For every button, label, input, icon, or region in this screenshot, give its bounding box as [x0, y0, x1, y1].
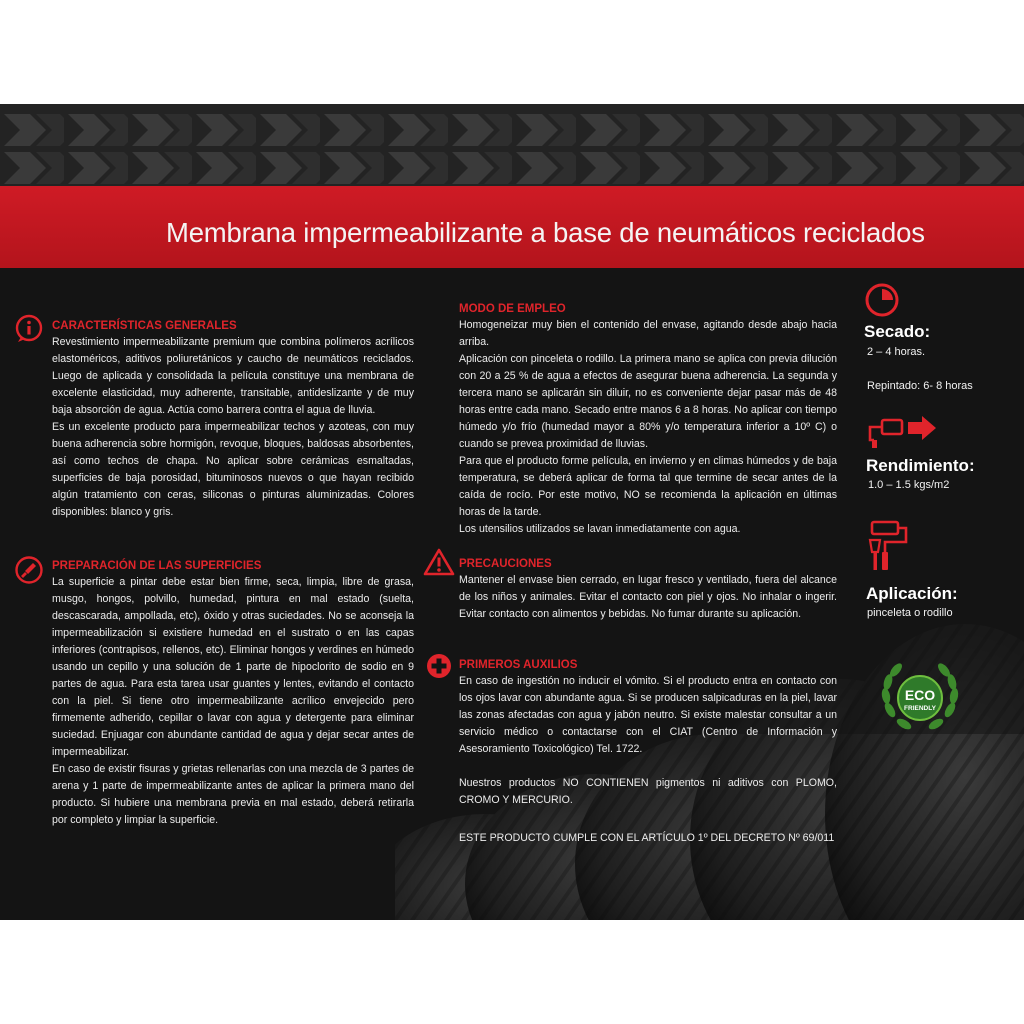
- paragraph: Para que el producto forme película, en invierno y en climas húmedos y de baja temperatura, se deberá aplicar de forma tal que termine de secar antes de la caída de rocío. Por este motivo, NO se recomienda la aplicación en últimas horas de la tarde.: [459, 455, 837, 518]
- section-modo-empleo: [459, 303, 837, 538]
- paragraph: Revestimiento impermeabilizante premium que combina polímeros acrílicos elastoméricos, aditivos poliuretánicos y caucho de neumáticos reciclados. Luego de aplicada y consolidada la película constituye una membrana de excelente elasticidad, muy adherente, transitable, antideslizante y de muy baja absorción de agua. Actúa como barrera contra el agua de lluvia.: [52, 336, 414, 416]
- spec-extra: Repintado: 6- 8 horas: [867, 380, 973, 392]
- section-body: [459, 673, 837, 809]
- timer-icon: [864, 282, 900, 318]
- spec-secado: [864, 322, 973, 393]
- spec-value: pinceleta o rodillo: [867, 607, 953, 619]
- spec-heading: Secado:: [864, 322, 931, 341]
- paragraph: Es un excelente producto para impermeabilizar techos y azoteas, con muy buena adherencia sobre hormigón, revoque, bloques, baldosas absorbentes, así como techos de chapa. No aplicar sobre cerámicas esmaltadas, superficies de baja porosidad, bituminosos nuevos o que hayan recibido algún tratamiento con ceras, siliconas o pinturas aluminizadas. Colores disponibles: blanco y gris.: [52, 421, 414, 518]
- spec-heading: Rendimiento:: [866, 456, 975, 475]
- first-aid-icon: [426, 653, 452, 679]
- paragraph: Nuestros productos NO CONTIENEN pigmentos ni aditivos con PLOMO, CROMO Y MERCURIO.: [459, 777, 837, 806]
- paragraph: En caso de existir fisuras y grietas rellenarlas con una mezcla de 3 partes de arena y 1 parte de impermeabilizante antes de aplicar la primera mano del producto. Si hubiere una membrana previa en mal estado, deberá retirarla por completo y limpiar la superficie.: [52, 763, 414, 826]
- tire-tread-banner: [0, 104, 1024, 186]
- paragraph: Homogeneizar muy bien el contenido del envase, agitando desde abajo hacia arriba.: [459, 319, 837, 348]
- paragraph: En caso de ingestión no inducir el vómito. Si el producto entra en contacto con los ojos lavar con abundante agua. Si se producen salpicaduras en la piel, lavar las zonas afectadas con agua y jabón neutro. Si existe malestar consultar a un servicio médico o contactarse con el CIAT (Centro de Información y Asesoramiento Toxicológico) Tel. 1722.: [459, 675, 837, 755]
- section-preparacion: [52, 560, 414, 829]
- section-body: [459, 317, 837, 538]
- section-heading: PREPARACIÓN DE LAS SUPERFICIES: [52, 560, 262, 572]
- roller-arrow-icon: [864, 414, 938, 450]
- decree-note: ESTE PRODUCTO CUMPLE CON EL ARTÍCULO 1º DEL DECRETO Nº 69/011: [459, 832, 835, 844]
- section-primeros-auxilios: [459, 659, 837, 809]
- product-sheet: [0, 104, 1024, 920]
- paragraph: Los utensilios utilizados se lavan inmediatamente con agua.: [459, 523, 741, 535]
- section-heading: PRIMEROS AUXILIOS: [459, 659, 578, 671]
- section-body: [52, 334, 414, 521]
- eco-friendly-badge: [880, 656, 960, 740]
- warning-icon: [423, 548, 455, 576]
- section-body: [52, 574, 414, 829]
- paragraph: Mantener el envase bien cerrado, en lugar fresco y ventilado, fuera del alcance de los niños y animales. Evitar el contacto con piel y ojos. No inhalar o ingerir. Evitar contacto con alimentos y bebidas. No fumar durante su aplicación.: [459, 574, 837, 620]
- section-heading: MODO DE EMPLEO: [459, 303, 566, 315]
- spec-heading: Aplicación:: [866, 584, 958, 603]
- section-caracteristicas: [52, 320, 414, 521]
- section-heading: PRECAUCIONES: [459, 558, 552, 570]
- spec-rendimiento: [866, 456, 975, 492]
- eco-badge-subtext: FRIENDLY: [904, 705, 936, 712]
- tread-pattern-graphic: [0, 104, 1024, 186]
- section-body: [459, 572, 837, 623]
- section-precauciones: [459, 558, 837, 623]
- info-icon: [14, 314, 44, 344]
- section-heading: CARACTERÍSTICAS GENERALES: [52, 320, 237, 332]
- spec-value: 2 – 4 horas.: [867, 346, 926, 358]
- eco-badge-text: ECO: [904, 687, 936, 703]
- paragraph: Aplicación con pinceleta o rodillo. La primera mano se aplica con previa dilución con 20 a 25 % de agua a efectos de asegurar buena adherencia. La segunda y tercera mano se aplicarán sin diluir, no es conveniente dejar pasar más de 48 horas entre cada mano. Secado entre manos 6 a 8 horas. No aplicar con tiempo húmedo y/o frío (humedad mayor a 80% y/o temperatura inferior a 10º C) o cuando se prevea proximidad de lluvias.: [459, 353, 837, 450]
- page-title: Membrana impermeabilizante a base de neumáticos reciclados: [166, 217, 925, 248]
- spec-value: 1.0 – 1.5 kgs/m2: [868, 479, 950, 491]
- paragraph: La superficie a pintar debe estar bien firme, seca, limpia, libre de grasa, musgo, hongos, polvillo, humedad, pintura en mal estado (suelta, descascarada, ampollada, etc), óxido y otras suciedades. No se aconseja la impermeabilización si existiere humedad en el sustrato o en las capas inferiores (contrapisos, rellenos, etc). Eliminar hongos y verdines en húmedo usando un cepillo y una solución de 1 parte de hipoclorito de sodio en 9 partes de agua. Para esta tarea usar guantes y lentes, evitando el contacto con la piel. Si tiene otro impermeabilizante acrílico envejecido pero firmemente adherido, cepillar o lavar con agua y detergente para eliminar suciedad. Enjuagar con abundante cantidad de agua y dejar secar antes de impermeabilizar.: [52, 576, 414, 758]
- brush-icon: [14, 555, 44, 585]
- brush-roller-icon: [866, 518, 916, 576]
- spec-aplicacion: [866, 584, 958, 620]
